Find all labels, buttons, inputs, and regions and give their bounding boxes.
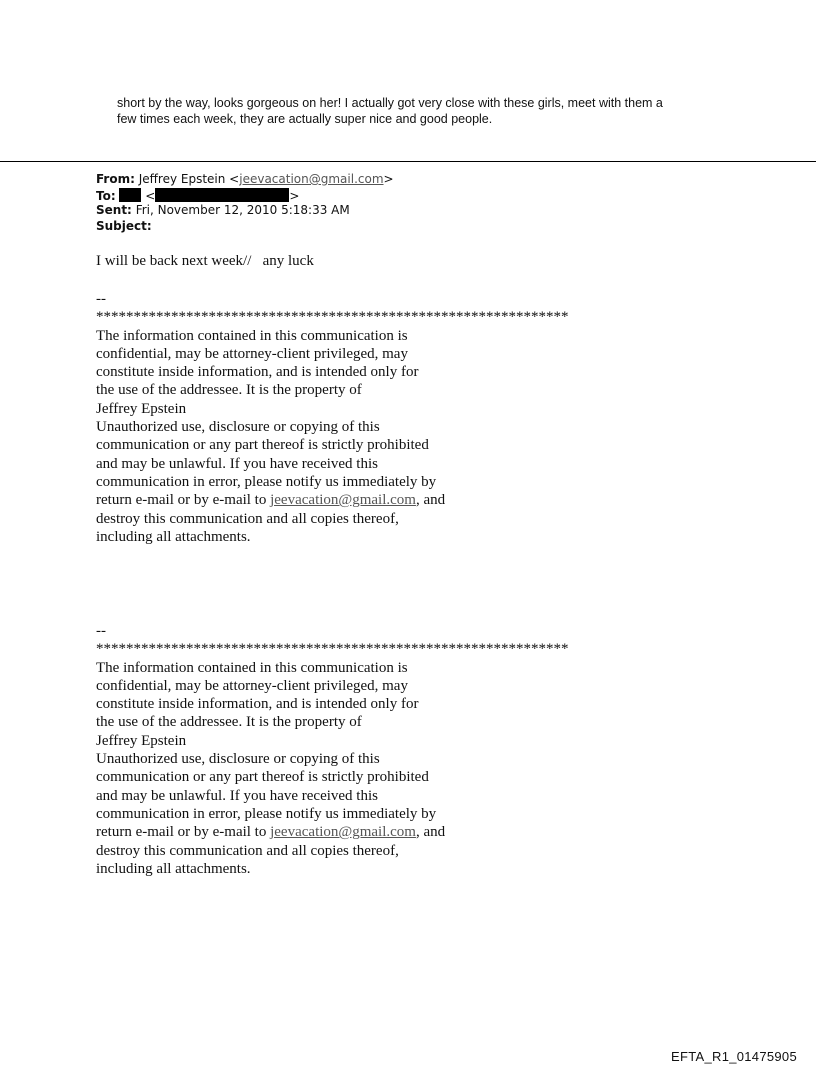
disclaimer-line: Unauthorized use, disclosure or copying of this: [96, 419, 380, 436]
disclaimer-line: including all attachments.: [96, 860, 251, 877]
disclaimer-block: [96, 290, 696, 546]
redaction-box: [155, 188, 289, 202]
separator-rule: [0, 161, 816, 162]
from-end: >: [383, 172, 394, 186]
disclaimer-line: communication in error, please notify us immediately by: [96, 805, 437, 822]
disclaimer-line: Jeffrey Epstein: [96, 400, 187, 417]
quoted-line: few times each week, they are actually super nice and good people.: [117, 112, 493, 126]
disclaimer-line: destroy this communication and all copies thereof,: [96, 842, 399, 859]
disclaimer-line: the use of the addressee. It is the property of: [96, 382, 362, 399]
from-label: From:: [96, 172, 135, 186]
to-label: To:: [96, 188, 116, 203]
disclaimer-line: confidential, may be attorney-client privileged, may: [96, 345, 408, 362]
subject-row: [96, 219, 394, 235]
disclaimer-line: and may be unlawful. If you have received this: [96, 455, 378, 472]
to-row: [96, 188, 394, 204]
from-name: Jeffrey Epstein <: [138, 172, 240, 186]
to-open: <: [145, 188, 156, 203]
from-email-link[interactable]: jeevacation@gmail.com: [239, 172, 384, 186]
disclaimer-line: communication or any part thereof is strictly prohibited: [96, 437, 429, 454]
disclaimer-line: the use of the addressee. It is the property of: [96, 714, 362, 731]
disclaimer-line: destroy this communication and all copies thereof,: [96, 510, 399, 527]
from-row: [96, 172, 394, 188]
signature-dashes: --: [96, 291, 106, 307]
disclaimer-line: Unauthorized use, disclosure or copying of this: [96, 751, 380, 768]
signature-dashes: --: [96, 623, 106, 639]
return-suffix: , and: [415, 824, 446, 841]
star-divider: ***************************************************************: [96, 641, 569, 658]
disclaimer-line: and may be unlawful. If you have received this: [96, 787, 378, 804]
disclaimer-line: including all attachments.: [96, 528, 251, 545]
document-id: EFTA_R1_01475905: [671, 1049, 797, 1064]
message-body: I will be back next week// any luck: [96, 253, 314, 269]
disclaimer-email-link[interactable]: jeevacation@gmail.com: [270, 492, 416, 509]
redaction-box: [119, 188, 141, 202]
disclaimer-line: [96, 823, 696, 841]
disclaimer-line: constitute inside information, and is intended only for: [96, 696, 419, 713]
sent-value: Fri, November 12, 2010 5:18:33 AM: [135, 203, 350, 217]
star-divider: ***************************************************************: [96, 309, 569, 326]
quoted-text: [117, 95, 757, 127]
to-close: >: [289, 188, 300, 203]
sent-label: Sent:: [96, 203, 132, 217]
disclaimer-line: [96, 491, 696, 509]
disclaimer-line: The information contained in this communication is: [96, 659, 408, 676]
return-prefix: return e-mail or by e-mail to: [96, 492, 271, 509]
disclaimer-block: [96, 622, 696, 878]
subject-label: Subject:: [96, 218, 152, 233]
disclaimer-line: The information contained in this communication is: [96, 327, 408, 344]
return-suffix: , and: [415, 492, 446, 509]
disclaimer-line: communication in error, please notify us immediately by: [96, 473, 437, 490]
disclaimer-line: constitute inside information, and is intended only for: [96, 364, 419, 381]
disclaimer-line: confidential, may be attorney-client privileged, may: [96, 677, 408, 694]
disclaimer-line: Jeffrey Epstein: [96, 732, 187, 749]
disclaimer-email-link[interactable]: jeevacation@gmail.com: [270, 824, 416, 841]
quoted-line: short by the way, looks gorgeous on her! I actually got very close with these girls, meet with them a: [117, 96, 663, 110]
return-prefix: return e-mail or by e-mail to: [96, 824, 271, 841]
disclaimer-line: communication or any part thereof is strictly prohibited: [96, 769, 429, 786]
email-header: [96, 172, 394, 234]
sent-row: [96, 203, 394, 219]
